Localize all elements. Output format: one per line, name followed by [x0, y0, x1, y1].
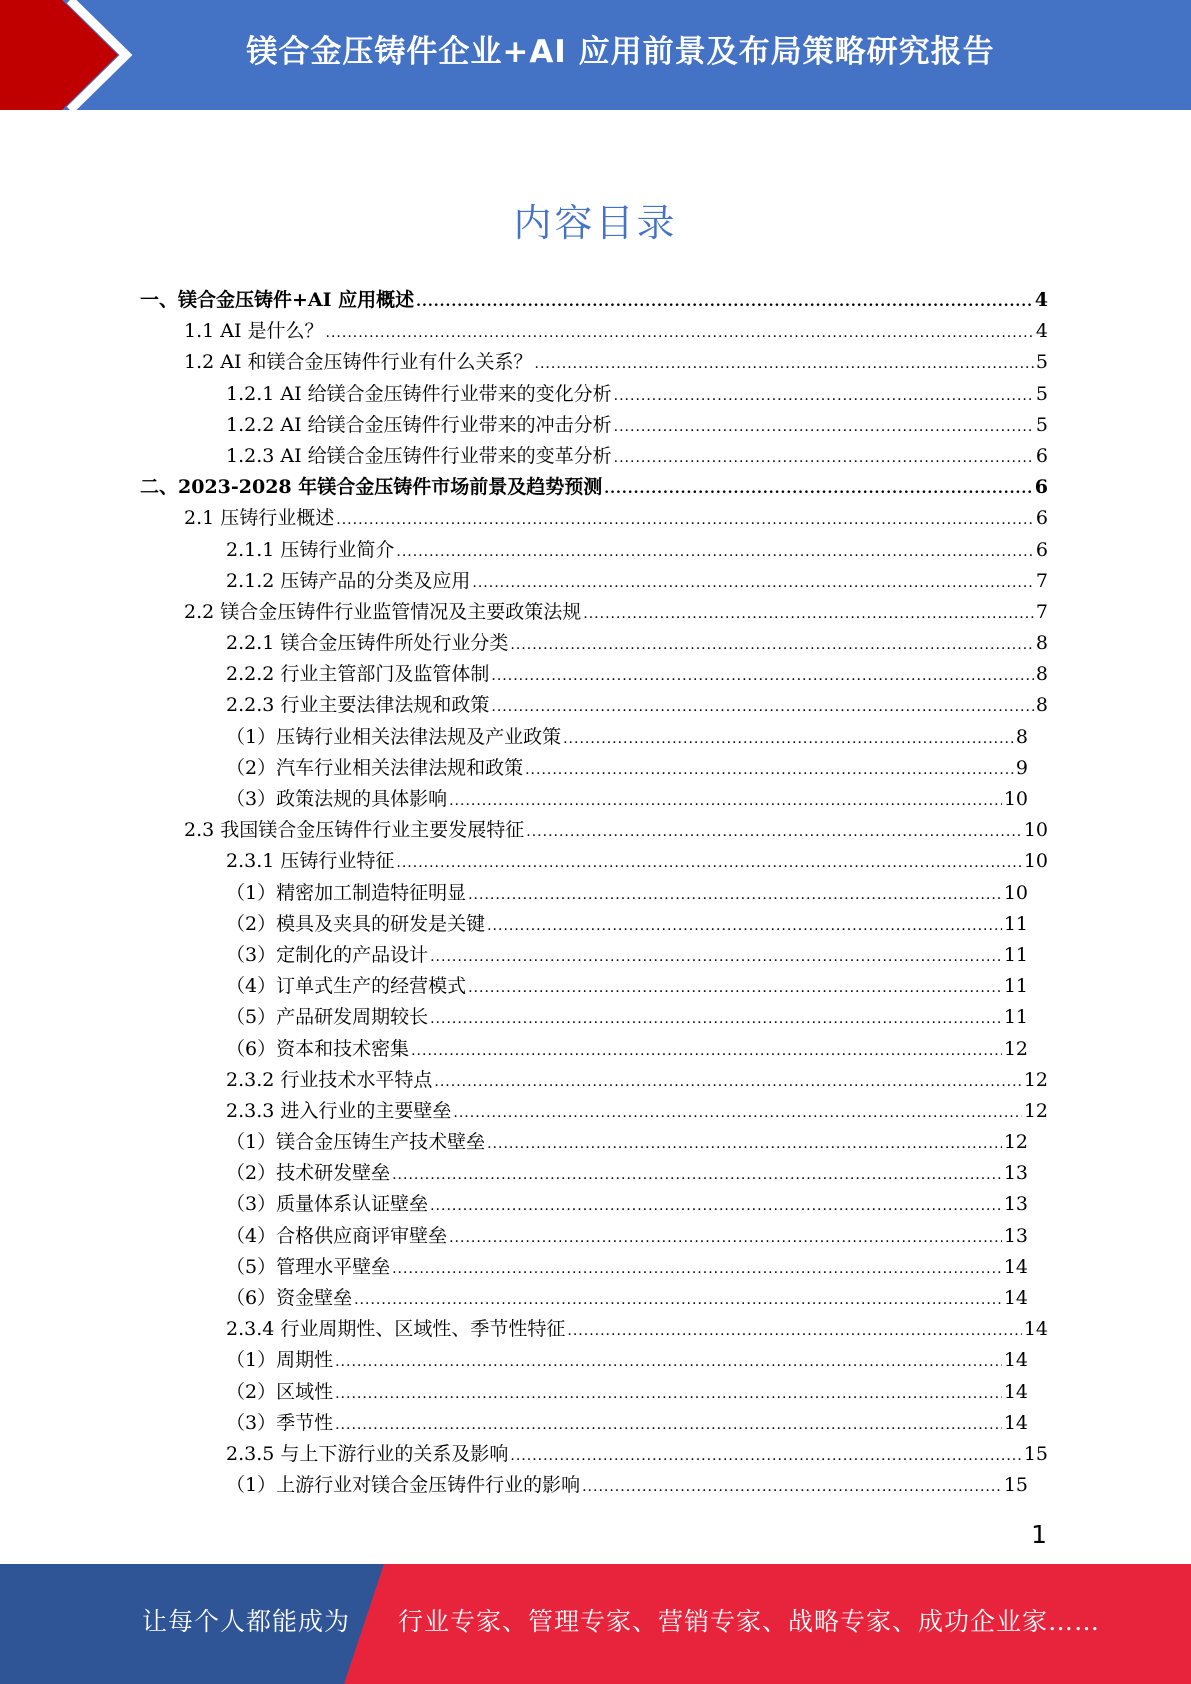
toc-entry[interactable]	[140, 1470, 1048, 1501]
toc-dot-leader	[487, 1129, 1002, 1160]
toc-entry-page: 8	[1015, 725, 1028, 748]
toc-dot-leader	[411, 1036, 1002, 1067]
footer-slogan-right: 行业专家、管理专家、营销专家、战略专家、成功企业家……	[398, 1607, 1101, 1636]
toc-entry-label: （2）技术研发壁垒	[226, 1162, 391, 1185]
footer-banner	[0, 1564, 1191, 1684]
toc-entry[interactable]	[140, 1377, 1048, 1408]
toc-entry-page: 5	[1035, 382, 1048, 405]
toc-entry-label: （3）季节性	[226, 1411, 334, 1434]
toc-entry-label: 2.3 我国镁合金压铸件行业主要发展特征	[184, 819, 525, 842]
toc-entry[interactable]	[140, 784, 1048, 815]
toc-entry[interactable]	[140, 1345, 1048, 1376]
toc-entry-label: （3）政策法规的具体影响	[226, 788, 448, 810]
toc-entry[interactable]	[140, 441, 1048, 472]
toc-dot-leader	[567, 1316, 1021, 1347]
toc-entry-label: 2.3.2 行业技术水平特点	[226, 1068, 433, 1091]
toc-entry-page: 12	[1023, 1068, 1048, 1091]
toc-entry-label: （1）上游行业对镁合金压铸件行业的影响	[226, 1474, 581, 1497]
toc-dot-leader	[392, 1160, 1002, 1191]
toc-dot-leader	[453, 1098, 1021, 1129]
toc-entry[interactable]	[140, 503, 1048, 534]
toc-entry-page: 4	[1035, 320, 1048, 343]
toc-dot-leader	[582, 1472, 1002, 1503]
toc-dot-leader	[510, 1441, 1021, 1472]
toc-entry-label: 2.3.4 行业周期性、区域性、季节性特征	[226, 1318, 566, 1341]
toc-entry-page: 6	[1035, 538, 1048, 561]
toc-entry-page: 15	[1003, 1474, 1028, 1497]
toc-entry[interactable]	[140, 628, 1048, 659]
toc-entry[interactable]	[140, 566, 1048, 597]
toc-entry-label: （6）资金壁垒	[226, 1287, 353, 1309]
toc-entry[interactable]	[140, 940, 1048, 971]
toc-entry[interactable]	[140, 410, 1048, 441]
toc-entry[interactable]	[140, 379, 1048, 410]
toc-entry[interactable]	[140, 1314, 1048, 1345]
toc-entry[interactable]	[140, 878, 1048, 909]
toc-entry-label: 2.1.2 压铸产品的分类及应用	[226, 569, 471, 592]
toc-entry-page: 7	[1035, 600, 1048, 623]
toc-dot-leader	[335, 1379, 1002, 1410]
toc-entry[interactable]	[140, 1127, 1048, 1158]
toc-dot-leader	[526, 817, 1022, 848]
toc-entry-label: 2.2.1 镁合金压铸件所处行业分类	[226, 632, 509, 655]
toc-entry-label: （4）合格供应商评审壁垒	[226, 1224, 448, 1247]
toc-entry[interactable]	[140, 909, 1048, 940]
toc-entry[interactable]	[140, 659, 1048, 690]
toc-entry-label: （2）区域性	[226, 1380, 334, 1403]
toc-entry[interactable]	[140, 597, 1048, 628]
toc-entry-page: 8	[1035, 694, 1048, 717]
toc-entry-label: 一、镁合金压铸件+AI 应用概述	[140, 289, 415, 311]
toc-entry[interactable]	[140, 1065, 1048, 1096]
toc-entry-label: （1）精密加工制造特征明显	[226, 881, 467, 904]
toc-dot-leader	[336, 505, 1034, 536]
toc-entry[interactable]	[140, 535, 1048, 566]
toc-dot-leader	[472, 568, 1034, 599]
toc-entry-label: （1）周期性	[226, 1349, 334, 1372]
toc-entry-page: 10	[1023, 819, 1048, 842]
toc-entry[interactable]	[140, 1002, 1048, 1033]
toc-dot-leader	[487, 911, 1002, 942]
toc-entry[interactable]	[140, 846, 1048, 877]
header-arrow-icon	[0, 0, 160, 110]
toc-entry-label: （5）管理水平壁垒	[226, 1255, 391, 1278]
toc-entry-page: 10	[1023, 850, 1048, 873]
toc-dot-leader	[430, 1004, 1002, 1035]
toc-entry[interactable]	[140, 472, 1048, 503]
page-number: 1	[1031, 1520, 1047, 1549]
toc-entry-label: （2）汽车行业相关法律法规和政策	[226, 756, 524, 779]
toc-entry-page: 14	[1003, 1287, 1028, 1309]
toc-entry-label: 2.2.2 行业主管部门及监管体制	[226, 663, 490, 686]
toc-entry-label: 1.2.3 AI 给镁合金压铸件行业带来的变革分析	[226, 444, 612, 467]
toc-entry-page: 6	[1034, 476, 1048, 499]
toc-entry-label: （2）模具及夹具的研发是关键	[226, 912, 486, 935]
toc-dot-leader	[326, 318, 1034, 349]
toc-dot-leader	[392, 1254, 1002, 1285]
toc-entry-label: 2.1.1 压铸行业简介	[226, 538, 395, 561]
toc-entry[interactable]	[140, 285, 1048, 316]
toc-entry-page: 14	[1003, 1380, 1028, 1403]
toc-entry[interactable]	[140, 316, 1048, 347]
toc-entry-page: 8	[1035, 632, 1048, 655]
toc-entry-label: （1）压铸行业相关法律法规及产业政策	[226, 725, 562, 748]
toc-dot-leader	[491, 661, 1034, 692]
toc-entry-page: 14	[1003, 1411, 1028, 1434]
toc-entry-label: （3）质量体系认证壁垒	[226, 1193, 429, 1216]
toc-dot-leader	[449, 786, 1002, 817]
toc-entry[interactable]	[140, 1189, 1048, 1220]
toc-entry[interactable]	[140, 1096, 1048, 1127]
report-title: 镁合金压铸件企业+AI 应用前景及布局策略研究报告	[246, 34, 995, 70]
toc-entry-page: 6	[1035, 507, 1048, 530]
toc-dot-leader	[468, 880, 1002, 911]
toc-entry-page: 10	[1003, 881, 1028, 904]
toc-entry-page: 5	[1035, 351, 1048, 374]
toc-entry[interactable]	[140, 690, 1048, 721]
toc-entry-page: 11	[1003, 975, 1028, 998]
toc-entry[interactable]	[140, 1158, 1048, 1189]
toc-entry-page: 12	[1003, 1037, 1028, 1060]
toc-entry-page: 4	[1034, 289, 1048, 311]
toc-dot-leader	[335, 1410, 1002, 1441]
toc-entry[interactable]	[140, 347, 1048, 378]
toc-entry[interactable]	[140, 1034, 1048, 1065]
toc-entry-page: 13	[1003, 1224, 1028, 1247]
toc-entry-label: 2.2.3 行业主要法律法规和政策	[226, 694, 490, 717]
toc-dot-leader	[354, 1285, 1002, 1316]
toc-dot-leader	[430, 942, 1002, 973]
toc-entry-label: （4）订单式生产的经营模式	[226, 975, 467, 998]
toc-dot-leader	[416, 287, 1033, 318]
toc-entry-label: 2.3.1 压铸行业特征	[226, 850, 395, 873]
toc-entry-page: 9	[1015, 756, 1028, 779]
toc-entry-page: 13	[1003, 1162, 1028, 1185]
footer-slogan-left: 让每个人都能成为	[142, 1607, 351, 1636]
toc-dot-leader	[468, 973, 1002, 1004]
toc-dot-leader	[335, 1347, 1002, 1378]
toc-dot-leader	[396, 537, 1034, 568]
toc-entry-label: 二、2023-2028 年镁合金压铸件市场前景及趋势预测	[140, 476, 603, 499]
toc-entry-page: 11	[1003, 912, 1028, 935]
toc-entry-label: 1.1 AI 是什么？	[184, 320, 324, 343]
toc-entry-page: 7	[1035, 569, 1048, 592]
toc-entry[interactable]	[140, 1439, 1048, 1470]
toc-entry-page: 12	[1023, 1099, 1048, 1122]
toc-entry-page: 8	[1035, 663, 1048, 686]
toc-dot-leader	[510, 630, 1034, 661]
toc-entry[interactable]	[140, 1221, 1048, 1252]
toc-title: 内容目录	[513, 201, 678, 245]
toc-entry[interactable]	[140, 722, 1048, 753]
toc-entry[interactable]	[140, 1283, 1048, 1314]
toc-entry[interactable]	[140, 971, 1048, 1002]
toc-dot-leader	[430, 1191, 1002, 1222]
toc-entry-label: 1.2.1 AI 给镁合金压铸件行业带来的变化分析	[226, 382, 612, 405]
toc-entry-page: 14	[1003, 1255, 1028, 1278]
toc-entry-page: 5	[1035, 413, 1048, 436]
toc-dot-leader	[563, 724, 1014, 755]
toc-entry-label: 2.2 镁合金压铸件行业监管情况及主要政策法规	[184, 600, 582, 623]
toc-entry-label: 2.1 压铸行业概述	[184, 507, 335, 530]
toc-entry[interactable]	[140, 753, 1048, 784]
toc-dot-leader	[535, 349, 1034, 380]
toc-dot-leader	[583, 599, 1034, 630]
toc-entry-page: 11	[1003, 1006, 1028, 1029]
toc-entry-page: 13	[1003, 1193, 1028, 1216]
toc-entry-page: 14	[1003, 1349, 1028, 1372]
toc-entry[interactable]	[140, 1252, 1048, 1283]
table-of-contents	[140, 285, 1048, 1501]
toc-dot-leader	[614, 381, 1034, 412]
toc-dot-leader	[614, 443, 1034, 474]
toc-entry[interactable]	[140, 1408, 1048, 1439]
toc-entry-page: 14	[1023, 1318, 1048, 1341]
toc-entry-page: 11	[1003, 943, 1028, 966]
toc-dot-leader	[449, 1223, 1002, 1254]
toc-entry-label: （1）镁合金压铸生产技术壁垒	[226, 1131, 486, 1154]
toc-dot-leader	[614, 412, 1034, 443]
toc-entry-label: 2.3.3 进入行业的主要壁垒	[226, 1099, 452, 1122]
toc-dot-leader	[396, 848, 1021, 879]
toc-entry-page: 15	[1023, 1442, 1048, 1465]
toc-entry-label: 2.3.5 与上下游行业的关系及影响	[226, 1442, 509, 1465]
toc-entry-page: 12	[1003, 1131, 1028, 1154]
toc-dot-leader	[525, 755, 1014, 786]
toc-dot-leader	[491, 692, 1034, 723]
header-banner	[0, 0, 1191, 110]
toc-dot-leader	[434, 1067, 1021, 1098]
toc-entry-label: （6）资本和技术密集	[226, 1037, 410, 1060]
toc-dot-leader	[604, 474, 1033, 505]
toc-entry-label: （5）产品研发周期较长	[226, 1006, 429, 1029]
toc-entry-label: （3）定制化的产品设计	[226, 943, 429, 966]
toc-entry-label: 1.2 AI 和镁合金压铸件行业有什么关系？	[184, 351, 533, 374]
toc-entry-page: 10	[1003, 788, 1028, 810]
toc-entry-label: 1.2.2 AI 给镁合金压铸件行业带来的冲击分析	[226, 413, 612, 436]
toc-entry-page: 6	[1035, 444, 1048, 467]
toc-entry[interactable]	[140, 815, 1048, 846]
